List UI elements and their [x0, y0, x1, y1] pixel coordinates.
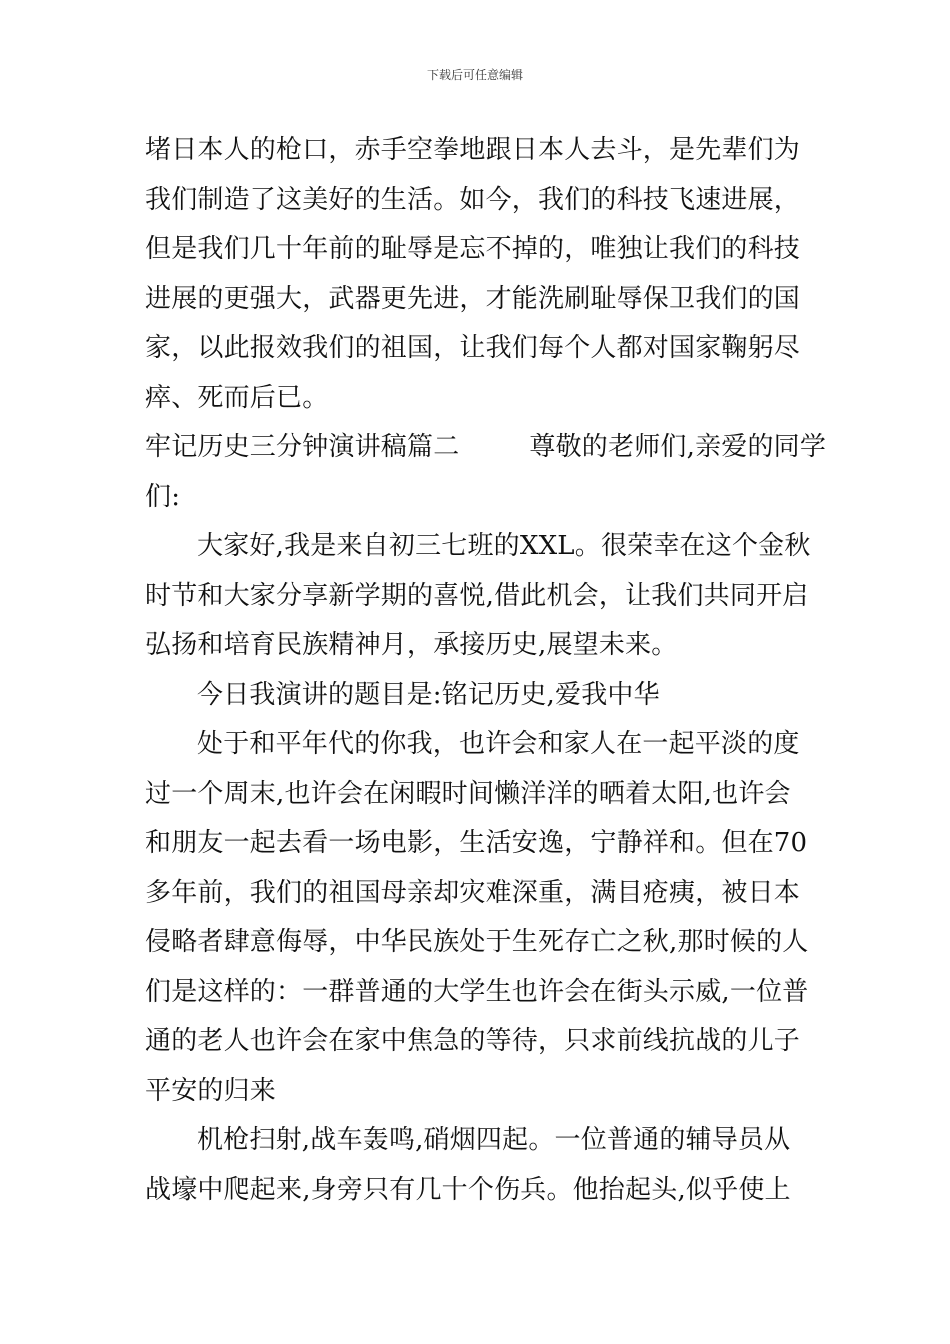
- text-line: 进展的更强大，武器更先进，才能洗刷耻辱保卫我们的国: [145, 283, 801, 314]
- text-line: 们是这样的：一群普通的大学生也许会在街头示威,一位普: [145, 976, 809, 1007]
- paragraph-2: [145, 522, 810, 671]
- text-line: 时节和大家分享新学期的喜悦,借此机会，让我们共同开启: [145, 580, 809, 611]
- text-line: 多年前，我们的祖国母亲却灾难深重，满目疮痍，被日本: [145, 877, 801, 908]
- page-header: 下载后可任意编辑: [426, 68, 523, 82]
- text-line: 我们制造了这美好的生活。如今，我们的科技飞速进展，: [145, 184, 801, 215]
- text-line: 平安的归来: [145, 1075, 277, 1106]
- paragraph-5: [145, 1116, 810, 1215]
- heading-line: [145, 423, 827, 473]
- paragraph-1: [145, 126, 810, 423]
- text-line: 堵日本人的枪口，赤手空拳地跟日本人去斗，是先辈们为: [145, 135, 801, 165]
- text-line: 瘁、死而后已。: [145, 382, 329, 413]
- text-line: 大家好,我是来自初三七班的XXL。很荣幸在这个金秋: [197, 531, 811, 561]
- section-title: 牢记历史三分钟演讲稿篇二: [145, 432, 460, 462]
- text-line: 但是我们几十年前的耻辱是忘不掉的，唯独让我们的科技: [145, 234, 801, 264]
- speech-topic: 今日我演讲的题目是:铭记历史,爱我中华: [197, 679, 660, 710]
- text-line: 弘扬和培育民族精神月，承接历史,展望未来。: [145, 630, 678, 660]
- text-line: 和朋友一起去看一场电影，生活安逸，宁静祥和。但在70: [145, 828, 808, 858]
- paragraph-4: [145, 720, 810, 1116]
- text-line: 机枪扫射,战车轰鸣,硝烟四起。一位普通的辅导员从: [197, 1125, 791, 1155]
- greeting-continuation: 们:: [145, 481, 181, 512]
- greeting-text: 尊敬的老师们,亲爱的同学: [529, 432, 827, 462]
- text-line: 家，以此报效我们的祖国，让我们每个人都对国家鞠躬尽: [145, 333, 801, 363]
- text-line: 侵略者肆意侮辱，中华民族处于生死存亡之秋,那时候的人: [145, 927, 809, 957]
- text-line: 战壕中爬起来,身旁只有几十个伤兵。他抬起头,似乎使上: [145, 1174, 791, 1205]
- section-heading: [145, 423, 827, 522]
- text-line: 处于和平年代的你我，也许会和家人在一起平淡的度: [197, 729, 800, 759]
- text-line: 通的老人也许会在家中焦急的等待，只求前线抗战的儿子: [145, 1026, 801, 1056]
- document-body: [145, 126, 827, 1215]
- paragraph-3: [145, 671, 810, 721]
- text-line: 过一个周末,也许会在闲暇时间懒洋洋的晒着太阳,也许会: [145, 778, 791, 809]
